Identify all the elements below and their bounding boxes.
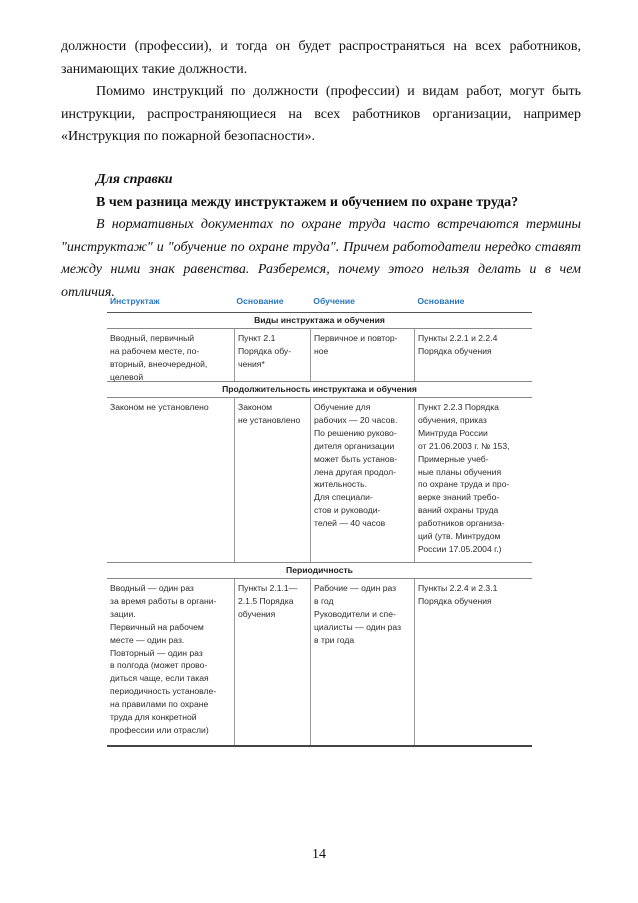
note-text: В нормативных документах по охране труда часто встречаются термины "инструктаж" и "обучение по охране труда". Причем работодатели нередко ставят между ними знак равенства. Разберемся, почему этого нельзя делать и в чем отличия. [61,217,581,300]
table-header-row [107,290,532,313]
reference-note [61,169,581,304]
table-cell: Законом не установлено [234,398,310,562]
comparison-table [107,290,532,747]
header-instruction: Инструктаж [110,296,160,307]
paragraph-instructions: Помимо инструкций по должности (профессии) и видам работ, могут быть инструкции, распространяющиеся на всех работников организации, например «Инструкция по пожарной безопасности». [61,84,581,144]
table-row [107,398,532,563]
note-heading: В чем разница между инструктажем и обучением по охране труда? [96,194,519,210]
header-basis-2: Основание [417,296,465,307]
section-title-duration: Продолжительность инструктажа и обучения [107,382,532,398]
section-title-periodicity: Периодичность [107,563,532,579]
table-cell: Рабочие — один раз в год Руководители и спе- циалисты — один раз в три года [310,579,414,745]
note-label: Для справки [96,172,173,187]
table-cell: Пункты 2.1.1— 2.1.5 Порядка обучения [234,579,310,745]
paragraph-continuation: должности (профессии), и тогда он будет распространяться на всех работников, занимающих такие должности. [61,39,581,77]
section-title-types: Виды инструктажа и обучения [107,313,532,329]
table-cell: Вводный — один раз за время работы в органи- зации. Первичный на рабочем месте — один раз. Повторный — один раз в полгода (может прово- диться чаще, если такая периодичность установле- на правилами по охране труда для конкретной профессии или отрасли) [110,583,217,735]
page-number: 14 [312,847,326,862]
header-training: Обучение [313,296,355,307]
table-cell: Первичное и повтор- ное [310,329,414,381]
table-cell: Пункты 2.2.4 и 2.3.1 Порядка обучения [414,579,532,745]
table-cell: Пункты 2.2.1 и 2.2.4 Порядка обучения [414,329,532,381]
table-row [107,329,532,382]
table-cell: Вводный, первичный на рабочем месте, по- вторный, внеочередной, целевой [110,333,208,382]
header-basis-1: Основание [236,296,284,307]
table-cell: Пункт 2.2.3 Порядка обучения, приказ Минтруда России от 21.06.2003 г. № 153, Примерные учеб- ные планы обучения по охране труда и про- верке знаний требо- ваний охраны труда работников организа- ций (утв. Минтрудом России 17.05.2004 г.) [414,398,532,562]
table-cell: Пункт 2.1 Порядка обу- чения* [234,329,310,381]
table-row [107,579,532,747]
table-cell: Обучение для рабочих — 20 часов. По решению руково- дителя организации может быть установ- лена другая продол- жительность. Для специали- стов и руководи- телей — 40 часов [310,398,414,562]
body-text [61,36,581,149]
table-cell: Законом не установлено [110,402,209,412]
